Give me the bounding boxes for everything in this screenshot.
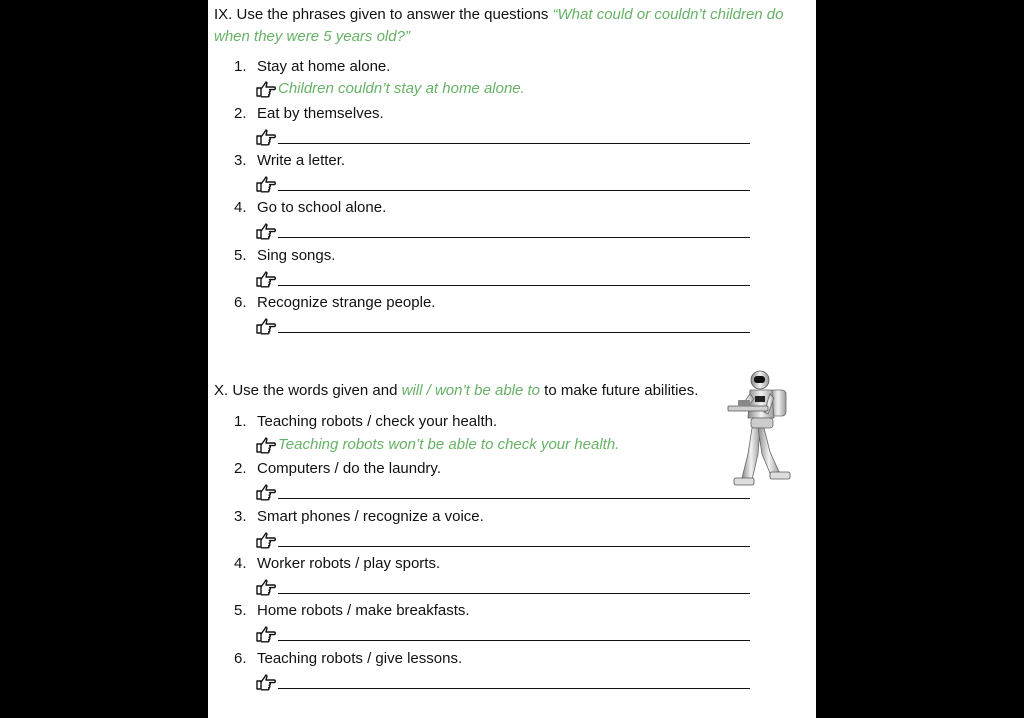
item-number: 6.: [234, 650, 247, 667]
section-10-title: [214, 380, 698, 402]
answer-blank: [256, 126, 750, 146]
answer-blank: [256, 220, 750, 240]
list-item: [234, 105, 384, 123]
answer-line[interactable]: [278, 129, 750, 144]
answer-line[interactable]: [278, 579, 750, 594]
list-item: [234, 508, 484, 526]
item-number: 2.: [234, 105, 247, 122]
list-item: [234, 58, 390, 76]
answer-line[interactable]: [278, 176, 750, 191]
item-number: 1.: [234, 58, 247, 75]
pointing-hand-icon: [256, 128, 276, 146]
list-item: [234, 650, 462, 668]
section-10-title-highlight: will / won’t be able to: [401, 382, 541, 399]
item-number: 1.: [234, 413, 247, 430]
worksheet-page: [208, 0, 816, 718]
list-item: [234, 247, 335, 265]
pointing-hand-icon: [256, 317, 276, 335]
list-item: [234, 199, 386, 217]
answer-blank: [256, 529, 750, 549]
pointing-hand-icon: [256, 175, 276, 193]
item-text: Write a letter.: [257, 152, 346, 169]
answer-line[interactable]: [278, 318, 750, 333]
item-text: Worker robots / play sports.: [257, 555, 441, 572]
answer-line[interactable]: [278, 271, 750, 286]
list-item: [234, 152, 345, 170]
example-answer: [256, 434, 619, 454]
section-10-title-suffix: to make future abilities.: [540, 382, 699, 399]
section-10-title-prefix: X. Use the words given and: [214, 382, 402, 399]
answer-blank: [256, 576, 750, 596]
list-item: [234, 413, 497, 431]
answer-blank: [256, 623, 750, 643]
list-item: [234, 294, 435, 312]
item-text: Computers / do the laundry.: [257, 460, 441, 477]
section-9-question-line-2: when they were 5 years old?”: [214, 28, 410, 45]
pointing-hand-icon: [256, 578, 276, 596]
item-number: 3.: [234, 508, 247, 525]
item-text: Sing songs.: [257, 247, 336, 264]
pointing-hand-icon: [256, 222, 276, 240]
item-number: 4.: [234, 199, 247, 216]
answer-blank: [256, 268, 750, 288]
list-item: [234, 555, 440, 573]
item-text: Stay at home alone.: [257, 58, 391, 75]
list-item: [234, 602, 470, 620]
pointing-hand-icon: [256, 270, 276, 288]
example-sentence: Teaching robots won’t be able to check your health.: [278, 436, 620, 453]
example-answer: [256, 78, 525, 98]
section-9-title-text: IX. Use the phrases given to answer the questions: [214, 6, 553, 23]
item-number: 5.: [234, 247, 247, 264]
item-number: 6.: [234, 294, 247, 311]
list-item: [234, 460, 441, 478]
section-9-title: [214, 4, 784, 48]
section-9-question-line-1: “What could or couldn’t children do: [552, 6, 784, 23]
answer-line[interactable]: [278, 674, 750, 689]
answer-line[interactable]: [278, 484, 750, 499]
answer-blank: [256, 481, 750, 501]
item-text: Teaching robots / give lessons.: [257, 650, 463, 667]
example-sentence: Children couldn’t stay at home alone.: [278, 80, 525, 97]
item-number: 3.: [234, 152, 247, 169]
item-text: Recognize strange people.: [257, 294, 436, 311]
item-text: Go to school alone.: [257, 199, 387, 216]
item-number: 2.: [234, 460, 247, 477]
answer-line[interactable]: [278, 532, 750, 547]
answer-blank: [256, 315, 750, 335]
item-text: Eat by themselves.: [257, 105, 384, 122]
answer-line[interactable]: [278, 626, 750, 641]
item-number: 4.: [234, 555, 247, 572]
item-number: 5.: [234, 602, 247, 619]
pointing-hand-icon: [256, 673, 276, 691]
pointing-hand-icon: [256, 531, 276, 549]
pointing-hand-icon: [256, 436, 276, 454]
pointing-hand-icon: [256, 483, 276, 501]
pointing-hand-icon: [256, 625, 276, 643]
robot-illustration: [724, 368, 794, 498]
answer-line[interactable]: [278, 223, 750, 238]
item-text: Teaching robots / check your health.: [257, 413, 498, 430]
item-text: Smart phones / recognize a voice.: [257, 508, 484, 525]
answer-blank: [256, 173, 750, 193]
pointing-hand-icon: [256, 80, 276, 98]
answer-blank: [256, 671, 750, 691]
item-text: Home robots / make breakfasts.: [257, 602, 470, 619]
